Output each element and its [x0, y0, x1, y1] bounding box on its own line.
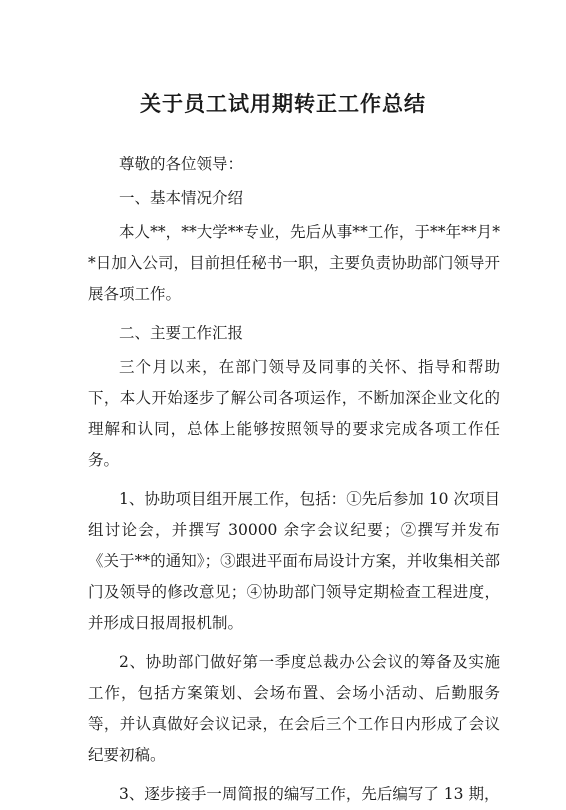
document-body: [88, 149, 500, 810]
salutation: 尊敬的各位领导：: [119, 155, 244, 173]
paragraph-intro: 本人**，**大学**专业，先后从事**工作，于**年**月**日加入公司，目前担任秘书一职，主要负责协助部门领导开展各项工作。: [88, 223, 500, 303]
paragraph-item-1: 1、协助项目组开展工作，包括：①先后参加 10 次项目组讨论会，并撰写 30000 余字会议纪要；②撰写并发布《关于**的通知》；③跟进平面布局设计方案，并收集相关部门及领导的修改意见；④协助部门领导定期检查工程进度，并形成日报周报机制。: [88, 490, 500, 632]
paragraph-item-3: 3、逐步接手一周简报的编写工作，先后编写了 13 期，: [119, 785, 500, 803]
paragraph-overview: 三个月以来，在部门领导及同事的关怀、指导和帮助下，本人开始逐步了解公司各项运作，不断加深企业文化的理解和认同，总体上能够按照领导的要求完成各项工作任务。: [88, 358, 500, 469]
paragraph-item-2: 2、协助部门做好第一季度总裁办公会议的筹备及实施工作，包括方案策划、会场布置、会场小活动、后勤服务等，并认真做好会议记录，在会后三个工作日内形成了会议纪要初稿。: [88, 653, 500, 764]
section-heading-basic-info: 一、基本情况介绍: [119, 189, 244, 207]
document-title: 关于员工试用期转正工作总结: [140, 92, 426, 116]
section-heading-work-report: 二、主要工作汇报: [119, 324, 244, 342]
